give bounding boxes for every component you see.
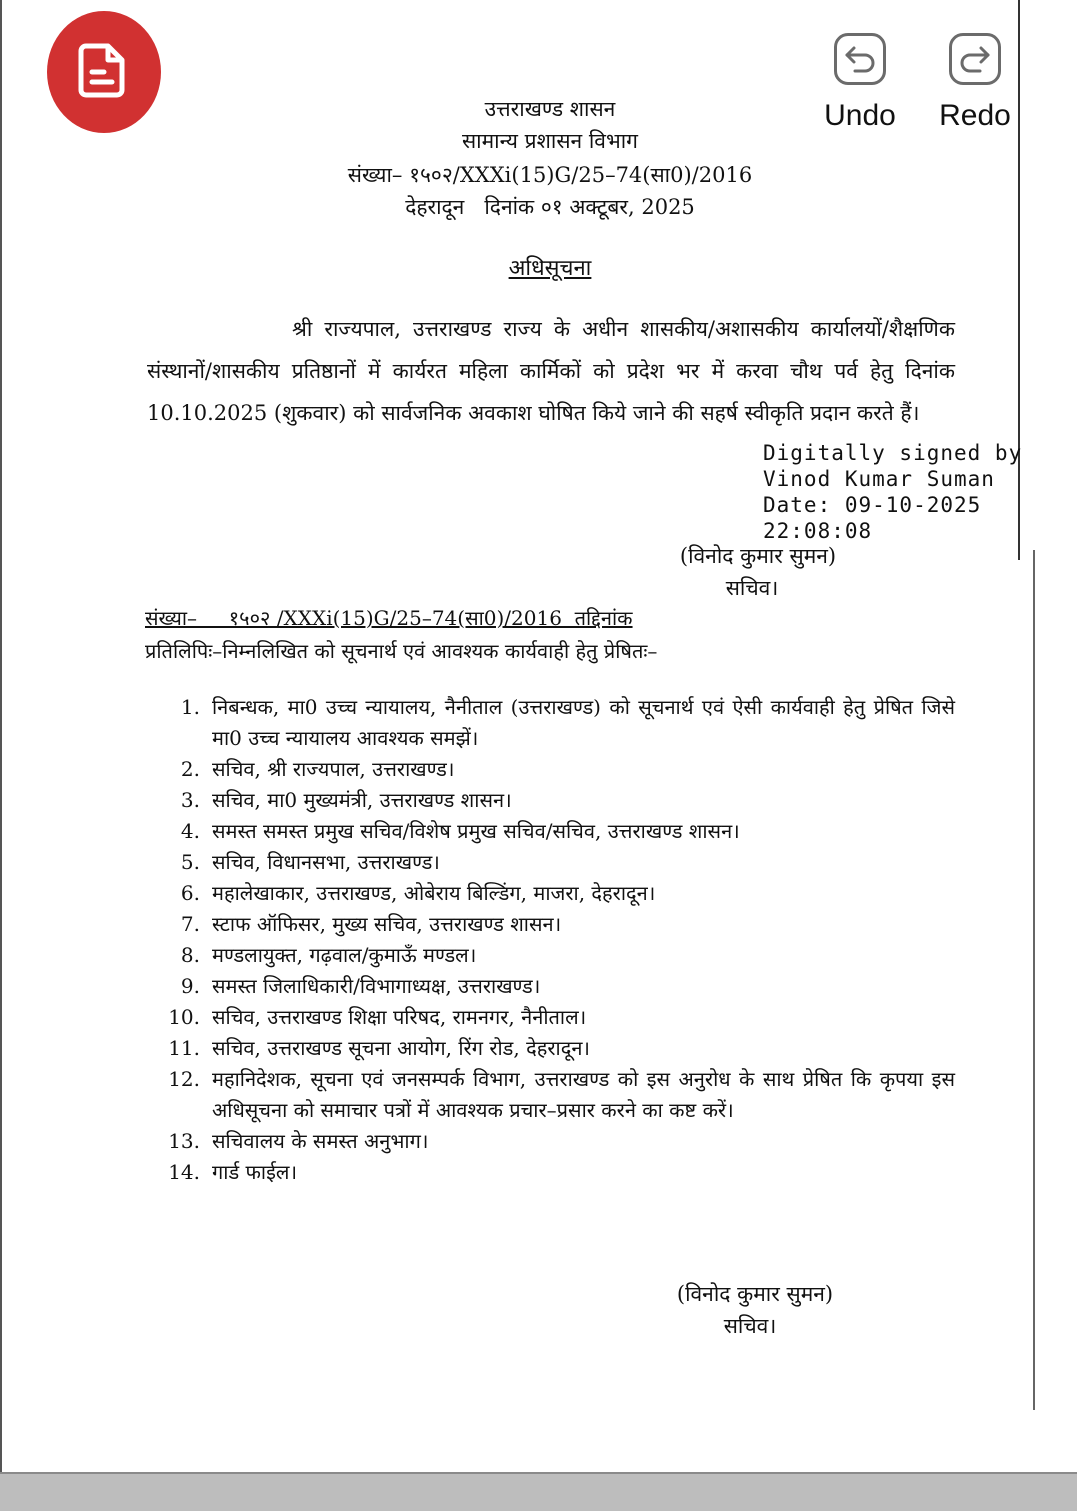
list-item-number: 14.	[168, 1160, 200, 1184]
recipient-list	[150, 692, 955, 1188]
page-edge-left	[0, 0, 2, 1472]
header-reference: संख्या– १५०२/XXXi(15)G/25–74(सा0)/2016	[347, 163, 753, 187]
footer-signatory-name: (विनोद कुमार सुमन)	[676, 1282, 834, 1306]
list-item	[150, 1126, 955, 1157]
list-item-text: महानिदेशक, सूचना एवं जनसम्पर्क विभाग, उत्तराखण्ड को इस अनुरोध के साथ प्रेषित कि कृपया इस अधिसूचना को समाचार पत्रों में आवश्यक प्रचार–प्रसार करने का कष्ट करें।	[212, 1067, 955, 1122]
list-item-text: सचिव, श्री राज्यपाल, उत्तराखण्ड।	[212, 757, 455, 781]
header-department: सामान्य प्रशासन विभाग	[461, 129, 639, 153]
header-place-date: देहरादून दिनांक ०१ अक्टूबर, 2025	[405, 195, 695, 219]
list-item-number: 4.	[180, 819, 200, 843]
list-item-text: गार्ड फाईल।	[212, 1160, 298, 1184]
list-item-text: स्टाफ ऑफिसर, मुख्य सचिव, उत्तराखण्ड शासन।	[212, 912, 562, 936]
list-item	[150, 878, 955, 909]
copy-reference: संख्या– १५०२ /XXXi(15)G/25–74(सा0)/2016 तद्दिनांक	[145, 606, 633, 630]
list-item-number: 7.	[180, 912, 200, 936]
list-item	[150, 692, 955, 754]
list-item-number: 13.	[168, 1129, 200, 1153]
notice-body	[147, 308, 955, 434]
list-item-text: सचिवालय के समस्त अनुभाग।	[212, 1129, 429, 1153]
document-fab-button[interactable]	[47, 11, 161, 133]
list-item	[150, 971, 955, 1002]
list-item	[150, 847, 955, 878]
footer-signatory-designation: सचिव।	[723, 1314, 777, 1338]
list-item	[150, 1157, 955, 1188]
list-item-number: 5.	[180, 850, 200, 874]
undo-button[interactable]	[820, 33, 900, 133]
list-item-number: 12.	[168, 1067, 200, 1091]
list-item-text: सचिव, मा0 मुख्यमंत्री, उत्तराखण्ड शासन।	[212, 788, 512, 812]
list-item	[150, 940, 955, 971]
page-edge-right-lower	[1033, 550, 1035, 1410]
redo-label: Redo	[939, 99, 1011, 132]
list-item-text: मण्डलायुक्त, गढ़वाल/कुमाऊँ मण्डल।	[212, 943, 477, 967]
list-item	[150, 816, 955, 847]
list-item	[150, 1064, 955, 1126]
list-item-number: 1.	[180, 695, 200, 719]
notice-body-text: श्री राज्यपाल, उत्तराखण्ड राज्य के अधीन शासकीय/अशासकीय कार्यालयों/शैक्षणिक संस्थानों/शासकीय प्रतिष्ठानों में कार्यरत महिला कार्मिकों को प्रदेश भर में करवा चौथ पर्व हेतु दिनांक 10.10.2025 (शुकवार) को सार्वजनिक अवकाश घोषित किये जाने की सहर्ष स्वीकृति प्रदान करते हैं।	[147, 317, 955, 425]
bottom-bar	[0, 1472, 1077, 1511]
list-item-number: 10.	[168, 1005, 200, 1029]
notice-title: अधिसूचना	[508, 256, 592, 281]
list-item-text: महालेखाकार, उत्तराखण्ड, ओबेराय बिल्डिंग, माजरा, देहरादून।	[212, 881, 656, 905]
list-item-text: समस्त समस्त प्रमुख सचिव/विशेष प्रमुख सचिव/सचिव, उत्तराखण्ड शासन।	[212, 819, 740, 843]
list-item-number: 11.	[168, 1036, 200, 1060]
undo-label: Undo	[824, 99, 896, 132]
document-icon	[78, 40, 130, 104]
list-item-number: 8.	[180, 943, 200, 967]
list-item	[150, 909, 955, 940]
signatory-designation: सचिव।	[725, 576, 779, 600]
copy-intro: प्रतिलिपिः–निम्नलिखित को सूचनार्थ एवं आवश्यक कार्यवाही हेतु प्रेषितः–	[145, 639, 658, 663]
list-item	[150, 754, 955, 785]
header-org: उत्तराखण्ड शासन	[484, 97, 616, 121]
list-item	[150, 785, 955, 816]
list-item-text: सचिव, विधानसभा, उत्तराखण्ड।	[212, 850, 440, 874]
list-item-number: 9.	[180, 974, 200, 998]
list-item-number: 6.	[180, 881, 200, 905]
list-item	[150, 1002, 955, 1033]
list-item-number: 3.	[180, 788, 200, 812]
digital-signature: Digitally signed by Vinod Kumar Suman Date: 09-10-2025 22:08:08	[763, 441, 1023, 543]
list-item-text: सचिव, उत्तराखण्ड सूचना आयोग, रिंग रोड, देहरादून।	[212, 1036, 590, 1060]
redo-button[interactable]	[935, 33, 1015, 133]
list-item-text: सचिव, उत्तराखण्ड शिक्षा परिषद, रामनगर, नैनीताल।	[212, 1005, 587, 1029]
list-item-text: निबन्धक, मा0 उच्च न्यायालय, नैनीताल (उत्तराखण्ड) को सूचनार्थ एवं ऐसी कार्यवाही हेतु प्रेषित जिसे मा0 उच्च न्यायालय आवश्यक समझें।	[212, 695, 955, 750]
list-item	[150, 1033, 955, 1064]
undo-icon	[834, 33, 886, 85]
redo-icon	[949, 33, 1001, 85]
list-item-number: 2.	[180, 757, 200, 781]
signatory-name: (विनोद कुमार सुमन)	[679, 544, 837, 568]
list-item-text: समस्त जिलाधिकारी/विभागाध्यक्ष, उत्तराखण्ड।	[212, 974, 541, 998]
